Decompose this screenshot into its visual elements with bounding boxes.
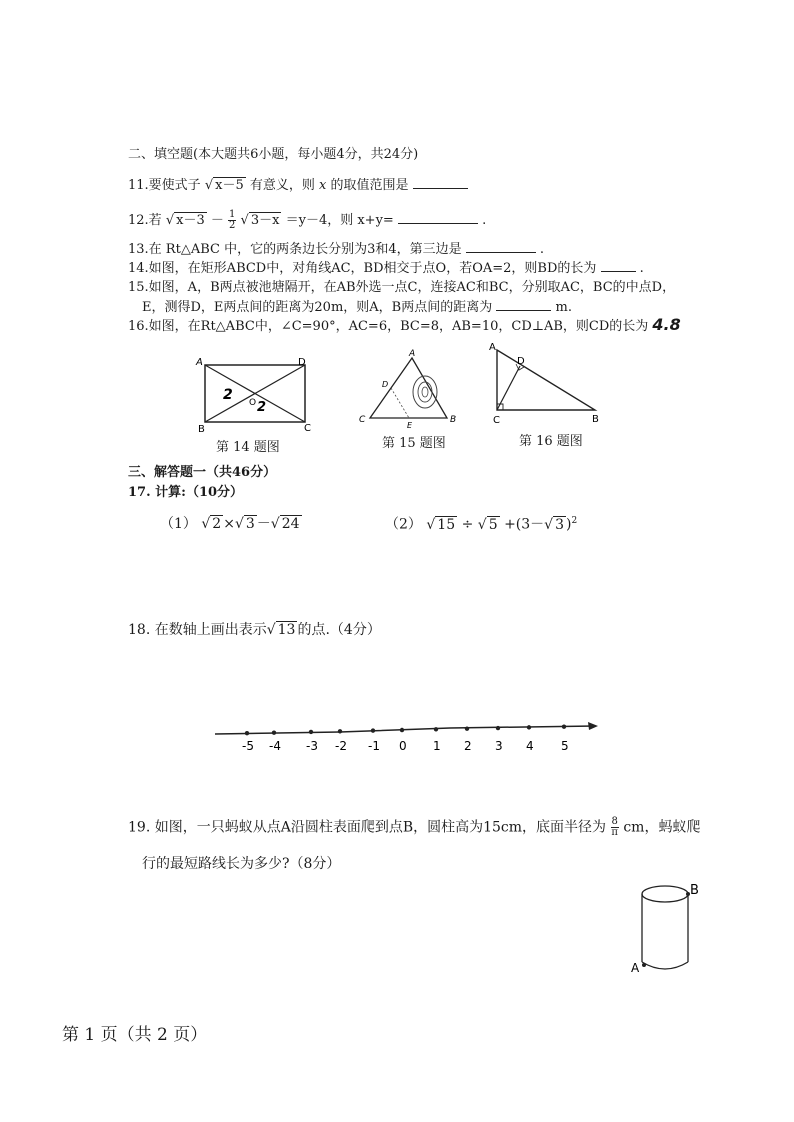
label-E: E [407, 421, 413, 430]
label-A: A [631, 961, 640, 975]
tick-dot [496, 726, 500, 730]
question-15-line1: 15.如图，A，B两点被池塘隔开，在AB外选一点C，连接AC和BC，分别取AC，BC的中点D， [128, 280, 676, 295]
tick-dot [245, 731, 249, 735]
figure-14 [195, 355, 315, 435]
figure-15-caption: 第 15 题图 [382, 436, 446, 451]
tick-dot [309, 730, 313, 734]
tick-dot [400, 728, 404, 732]
tick-label: 1 [433, 739, 441, 753]
figure-14-caption: 第 14 题图 [216, 440, 280, 455]
handwritten-2b: 2 [257, 400, 267, 415]
question-18: 18. 在数轴上画出表示√ 13 的点.（4分） [128, 622, 381, 638]
number-line [210, 718, 610, 758]
tick-dot [562, 724, 566, 728]
question-14: 14.如图，在矩形ABCD中，对角线AC，BD相交于点O，若OA=2，则BD的长为 . [128, 261, 644, 276]
label-D: D [517, 356, 525, 367]
tick-dot [465, 726, 469, 730]
label-B: B [592, 414, 599, 425]
answer-blank [413, 176, 468, 189]
figure-16-caption: 第 16 题图 [519, 434, 583, 449]
page-footer: 第 1 页（共 2 页） [62, 1025, 208, 1045]
tick-label: 2 [464, 739, 472, 753]
question-19-line1: 19. 如图，一只蚂蚁从点A沿圆柱表面爬到点B，圆柱高为15cm，底面半径为 $\frac{8}{\pi}$ cm，蚂蚁爬 [128, 816, 701, 838]
label-B: B [198, 424, 205, 435]
question-13: 13.在 Rt△ABC 中，它的两条边长分别为3和4，第三边是 . [128, 242, 545, 257]
label-D: D [298, 357, 306, 368]
answer-blank [398, 211, 478, 224]
sqrt-expression: √ x－5 [204, 178, 244, 193]
tick-label: 0 [399, 739, 407, 753]
answer-blank [496, 298, 551, 311]
tick-label: -5 [242, 739, 254, 753]
question-17-part1: （1） √ 2 ×√ 3 －√ 24 [160, 516, 300, 532]
cylinder-figure [630, 880, 710, 980]
question-11: 11.要使式子 √ x－5 有意义，则 x 的取值范围是 [128, 176, 468, 195]
tick-label: 3 [495, 739, 503, 753]
tick-dot [338, 729, 342, 733]
label-C: C [493, 415, 500, 426]
question-12: 12.若 √ x－3 － $\frac{1}{2}$ √ 3－x ＝y－4，则 x+y= . [128, 209, 487, 231]
tick-label: 5 [561, 739, 569, 753]
tick-dot [527, 725, 531, 729]
label-C: C [359, 415, 366, 425]
label-D: D [382, 380, 389, 389]
tick-dot [371, 728, 375, 732]
question-15-line2: E，测得D，E两点间的距离为20m，则A，B两点间的距离为 m. [142, 300, 572, 315]
fraction-8-over-pi: $\frac{8}{\pi}$ [611, 816, 618, 838]
tick-label: 4 [526, 739, 534, 753]
label-B: B [450, 415, 457, 425]
tick-label: -2 [335, 739, 347, 753]
tick-label: -1 [368, 739, 380, 753]
figure-16 [485, 340, 605, 430]
label-C: C [304, 423, 311, 434]
question-19-line2: 行的最短路线长为多少?（8分） [142, 856, 341, 872]
label-A: A [409, 349, 416, 359]
question-17-part2: （2） √ 15 ÷ √ 5 +(3－√ 3 )$^2$ [385, 516, 578, 533]
handwritten-answer: 4.8 [652, 315, 681, 334]
figure-15 [355, 350, 465, 430]
tick-dot [272, 730, 276, 734]
tick-dot [434, 727, 438, 731]
answer-blank [601, 259, 636, 272]
label-A: A [489, 342, 496, 353]
question-17-title: 17. 计算:（10分） [128, 485, 244, 500]
label-O: O [249, 398, 257, 408]
label-B: B [690, 883, 699, 898]
tick-label: -3 [306, 739, 318, 753]
section3-heading: 三、解答题一（共46分） [128, 465, 277, 480]
handwritten-2: 2 [223, 387, 233, 403]
answer-blank [466, 240, 536, 253]
label-A: A [196, 357, 203, 368]
fraction-half: $\frac{1}{2}$ [229, 209, 236, 231]
tick-label: -4 [269, 739, 281, 753]
question-16: 16.如图，在Rt△ABC中，∠C=90°，AC=6，BC=8，AB=10，CD⊥AB，则CD的长为 4.8 [128, 315, 681, 334]
section2-heading: 二、填空题(本大题共6小题，每小题4分，共24分) [128, 147, 419, 162]
